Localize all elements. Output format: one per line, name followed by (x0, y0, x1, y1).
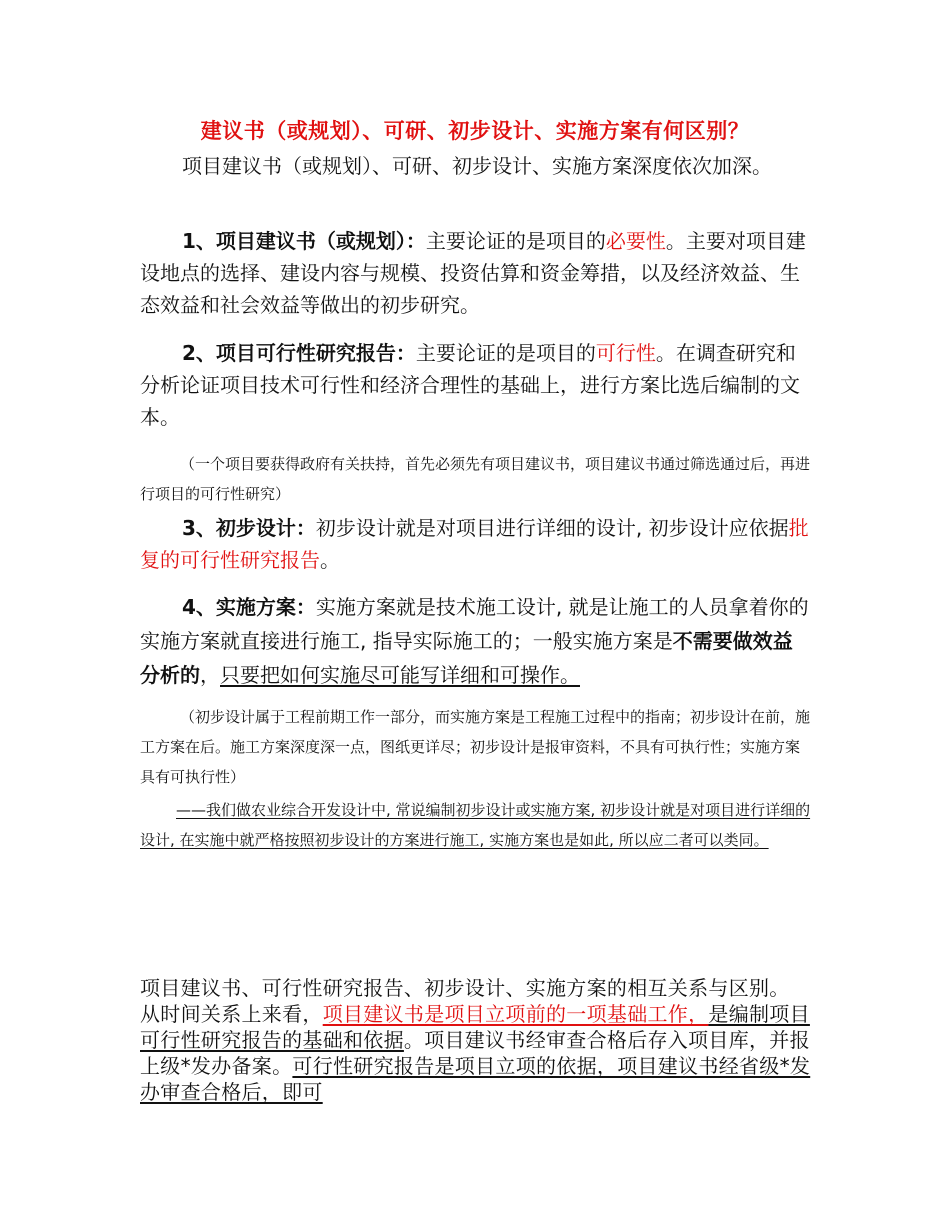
relationship-text-2: 。项目建议书经审查合格后存入项目库，并报上级*发办备案。 (140, 1028, 810, 1078)
section-3-highlight: 批复的可行性研究报告 (140, 516, 809, 572)
section-2-heading: 2、项目可行性研究报告： (182, 341, 416, 365)
relationship-underlined-2: 可行性研究报告是项目立项的依据，项目建议书经省级*发办审查合格后，即可 (140, 1054, 811, 1104)
section-1-heading: 1、项目建议书（或规划）： (182, 229, 426, 253)
relationship-red-underlined: 项目建议书是项目立项前的一项基础工作， (322, 1002, 709, 1026)
section-2-highlight: 可行性 (595, 341, 656, 365)
section-1-highlight: 必要性 (605, 229, 666, 253)
section-2-text-b: 。在调查研究和分析论证项目技术可行性和经济合理性的基础上，进行方案比选后编制的文本。 (140, 341, 800, 429)
section-3-text-a: 初步设计就是对项目进行详细的设计, 初步设计应依据 (315, 516, 789, 540)
relationship-text-1: 项目建议书、可行性研究报告、初步设计、实施方案的相互关系与区别。 从时间关系上来看， (140, 976, 800, 1026)
note-2: （初步设计属于工程前期工作一部分，而实施方案是工程施工过程中的指南；初步设计在前，施工方案在后。施工方案深度深一点，图纸更详尽；初步设计是报审资料，不具有可执行性；实施方案具有可执行性） (140, 708, 811, 786)
note-1: （一个项目要获得政府有关扶持，首先必须先有项目建议书，项目建议书通过筛选通过后，再进行项目的可行性研究） (140, 455, 811, 503)
section-2-text-a: 主要论证的是项目的 (415, 341, 596, 365)
section-4-bold: 不需要做效益分析的 (140, 629, 793, 687)
section-4-paragraph (140, 590, 812, 692)
relationship-underlined-1: 是编制项目可行性研究报告的基础和依据 (140, 1002, 810, 1052)
section-3-text-b: 。 (320, 548, 340, 572)
section-3-heading: 3、初步设计： (182, 516, 316, 540)
relationship-paragraph (140, 975, 820, 1105)
document-title: 建议书（或规划）、可研、初步设计、实施方案有何区别？ (200, 119, 750, 143)
note-3: ——我们做农业综合开发设计中, 常说编制初步设计或实施方案, 初步设计就是对项目进行详细的设计, 在实施中就严格按照初步设计的方案进行施工, 实施方案也是如此, 所以应二者可以类同。 (140, 801, 811, 849)
section-1-text-a: 主要论证的是项目的 (425, 229, 606, 253)
section-4-heading: 4、实施方案： (182, 595, 316, 619)
section-4-underlined: 只要把如何实施尽可能写详细和可操作。 (220, 663, 580, 687)
section-1-paragraph (140, 225, 812, 321)
intro-paragraph: 项目建议书（或规划）、可研、初步设计、实施方案深度依次加深。 (182, 154, 772, 178)
section-3-paragraph (140, 512, 812, 576)
section-1-text-b: 。主要对项目建设地点的选择、建设内容与规模、投资估算和资金筹措，以及经济效益、生态效益和社会效益等做出的初步研究。 (140, 229, 806, 317)
section-4-text-a: 实施方案就是技术施工设计, 就是让施工的人员拿着你的实施方案就直接进行施工, 指导实际施工的；一般实施方案是 (140, 595, 809, 653)
section-4-comma: ， (200, 663, 220, 687)
section-2-paragraph (140, 337, 812, 433)
